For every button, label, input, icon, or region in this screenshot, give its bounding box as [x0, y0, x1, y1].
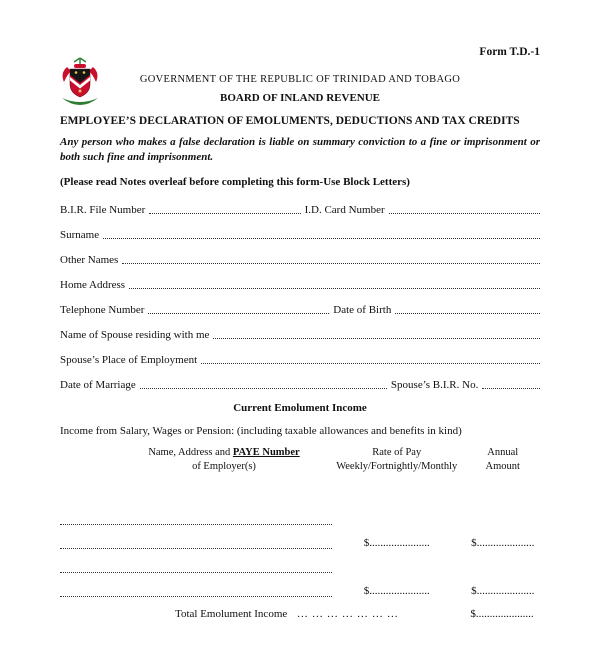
employer-column-header-line2: of Employer(s): [192, 460, 256, 472]
total-emolument-label: Total Emolument Income: [175, 608, 288, 621]
bir-file-number-field[interactable]: [149, 201, 300, 214]
annual-header-line1: Annual: [487, 446, 519, 458]
rate-amount-field-1[interactable]: $......................: [363, 537, 430, 550]
rate-header-line2: Weekly/Fortnightly/Monthly: [336, 460, 458, 472]
telephone-number-field[interactable]: [148, 301, 329, 314]
spouse-employment-label: Spouse’s Place of Employment: [60, 353, 198, 366]
government-title: GOVERNMENT OF THE REPUBLIC OF TRINIDAD AND TOBAGO: [139, 74, 461, 85]
employer-entry-row-3: [60, 560, 540, 573]
field-row-other-names: [60, 252, 540, 266]
id-card-number-label: I.D. Card Number: [304, 203, 385, 216]
emolument-section-title: Current Emolument Income: [233, 401, 367, 414]
total-leader-dots: ... ... ... ... ... ... ...: [297, 608, 399, 621]
field-row-home-address: [60, 277, 540, 291]
total-amount-field[interactable]: $.....................: [470, 608, 534, 621]
coat-of-arms: [58, 56, 102, 106]
personal-details-section: [60, 202, 540, 391]
employer-header-prefix: Name, Address and: [148, 446, 231, 458]
employer-column-header-line1: [116, 446, 332, 460]
employer-entry-row-1: [60, 512, 540, 525]
field-row-marriage-spouse-bir: [60, 377, 540, 391]
annual-amount-column-header: [465, 446, 540, 474]
field-row-bir-id: [60, 202, 540, 216]
form-number: Form T.D.-1: [479, 46, 540, 58]
spouse-employment-field[interactable]: [201, 351, 540, 364]
bir-file-number-label: B.I.R. File Number: [60, 203, 146, 216]
field-row-surname: [60, 227, 540, 241]
annual-amount-field-1[interactable]: $.....................: [471, 537, 535, 550]
field-row-spouse-name: [60, 327, 540, 341]
emolument-table-header: [60, 446, 540, 474]
telephone-number-label: Telephone Number: [60, 303, 145, 316]
id-card-number-field[interactable]: [389, 201, 540, 214]
false-declaration-warning: Any person who makes a false declaration is liable on summary conviction to a fine or imprisonment or both such fine and imprisonment.: [60, 136, 540, 164]
home-address-field[interactable]: [129, 276, 540, 289]
rate-amount-field-2[interactable]: $......................: [363, 585, 430, 598]
rate-of-pay-column-header: [332, 446, 461, 474]
employer-column-header: [60, 446, 332, 474]
date-of-marriage-field[interactable]: [140, 376, 387, 389]
coat-of-arms-icon: [58, 56, 102, 106]
other-names-label: Other Names: [60, 253, 119, 266]
employer-entry-line-1[interactable]: [60, 512, 332, 525]
spouse-name-field[interactable]: [213, 326, 540, 339]
board-title: BOARD OF INLAND REVENUE: [219, 92, 381, 104]
total-emolument-row: [60, 608, 540, 620]
home-address-label: Home Address: [60, 278, 126, 291]
field-row-spouse-employment: [60, 352, 540, 366]
employer-entries: [60, 512, 540, 597]
surname-field[interactable]: [103, 226, 540, 239]
spouse-name-label: Name of Spouse residing with me: [60, 328, 210, 341]
other-names-field[interactable]: [122, 251, 540, 264]
employer-entry-row-2: [60, 536, 540, 549]
document-title: EMPLOYEE’S DECLARATION OF EMOLUMENTS, DEDUCTIONS AND TAX CREDITS: [60, 115, 520, 127]
field-row-telephone-dob: [60, 302, 540, 316]
employer-header-paye: PAYE Number: [232, 446, 300, 458]
rate-header-line1: Rate of Pay: [372, 446, 422, 458]
employer-entry-line-2[interactable]: [60, 536, 332, 549]
date-of-birth-field[interactable]: [395, 301, 540, 314]
instructions-note: (Please read Notes overleaf before completing this form-Use Block Letters): [60, 175, 410, 188]
employer-entry-row-4: [60, 584, 540, 597]
date-of-marriage-label: Date of Marriage: [60, 378, 136, 391]
income-intro: Income from Salary, Wages or Pension: (including taxable allowances and benefits in kind): [60, 424, 462, 437]
surname-label: Surname: [60, 228, 100, 241]
annual-amount-field-2[interactable]: $.....................: [471, 585, 535, 598]
spouse-bir-no-label: Spouse’s B.I.R. No.: [390, 378, 479, 391]
spouse-bir-no-field[interactable]: [482, 376, 540, 389]
employer-entry-line-4[interactable]: [60, 584, 332, 597]
employer-entry-line-3[interactable]: [60, 560, 332, 573]
annual-header-line2: Amount: [485, 460, 520, 472]
date-of-birth-label: Date of Birth: [333, 303, 392, 316]
